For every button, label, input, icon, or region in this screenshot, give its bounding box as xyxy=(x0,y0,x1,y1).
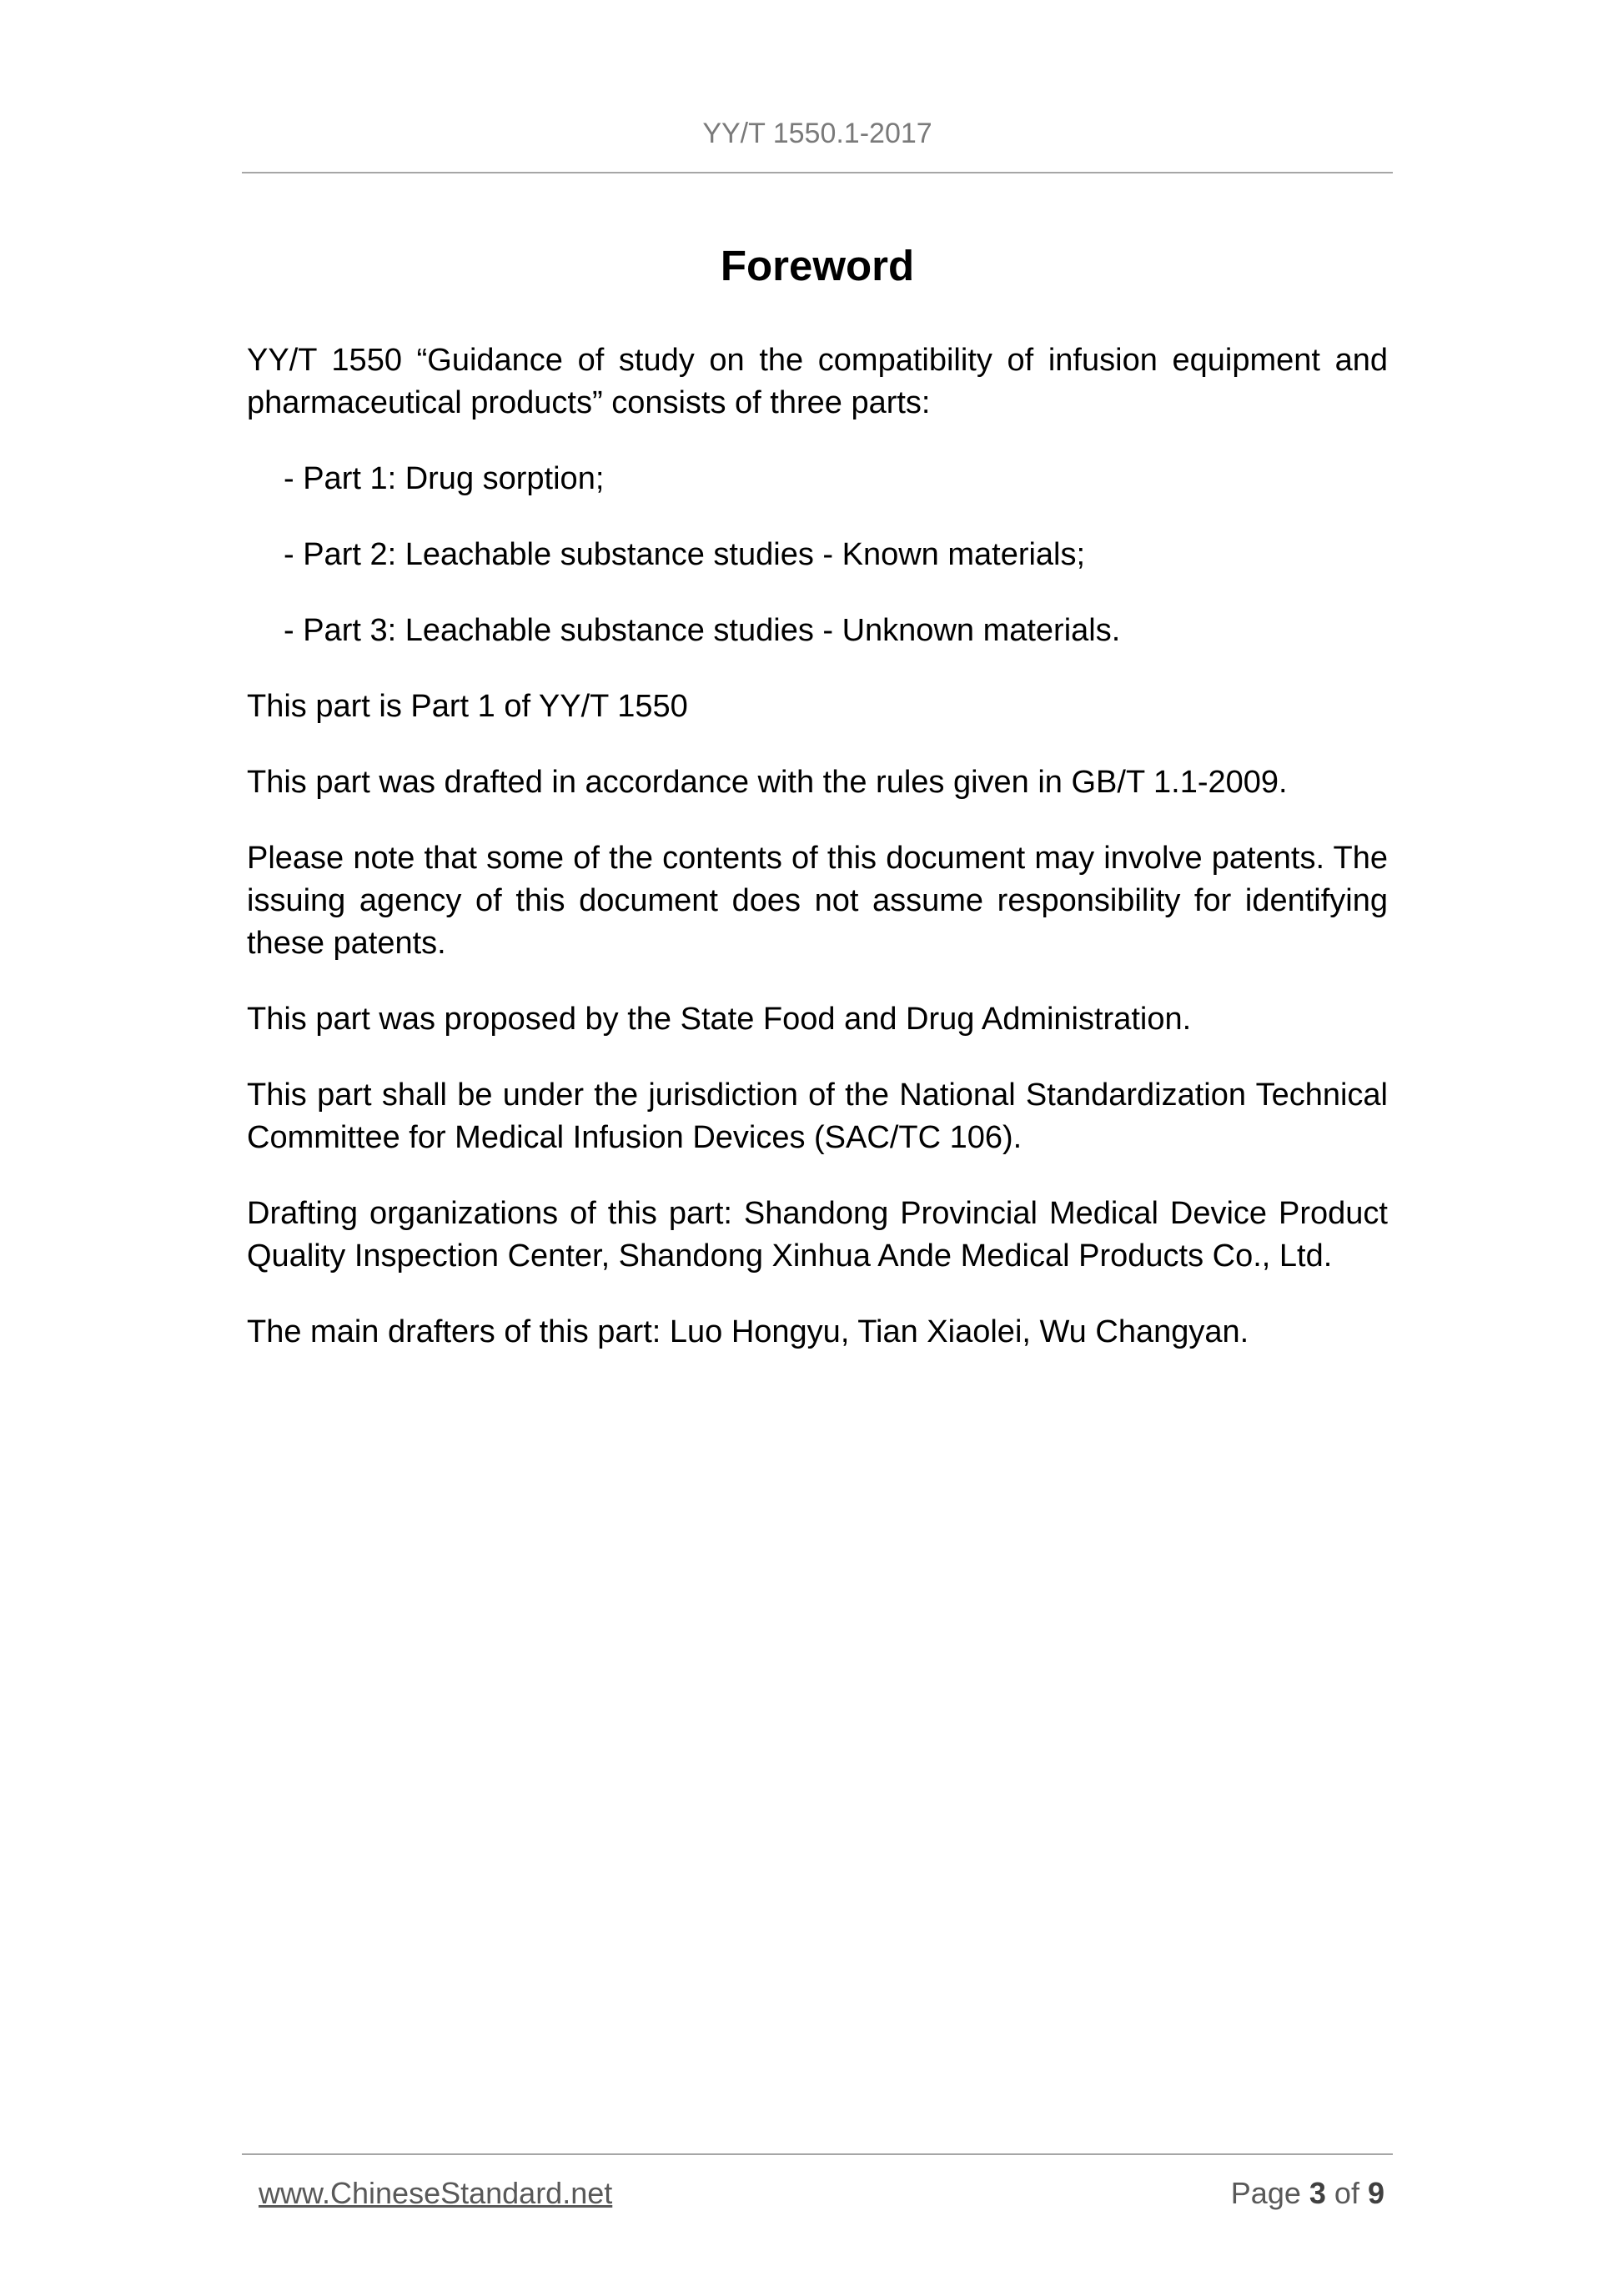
paragraph-intro: YY/T 1550 “Guidance of study on the compatibility of infusion equipment and pharmaceutical products” consists of three parts: xyxy=(247,343,1388,420)
page-indicator xyxy=(1231,2173,1384,2213)
page-title: Foreword xyxy=(720,242,915,289)
paragraph-proposed: This part was proposed by the State Food and Drug Administration. xyxy=(247,1002,1192,1037)
page-label: Page xyxy=(1230,2176,1301,2210)
paragraph-jurisdiction: This part shall be under the jurisdiction of the National Standardization Technical Committee for Medical Infusion Devices (SAC/TC 106). xyxy=(247,1078,1388,1155)
list-item-part-2: - Part 2: Leachable substance studies - Known materials; xyxy=(284,537,1086,572)
list-item-part-1: - Part 1: Drug sorption; xyxy=(284,461,605,496)
footer-divider xyxy=(242,2153,1393,2155)
page-of-label: of xyxy=(1334,2176,1359,2210)
page-current: 3 xyxy=(1309,2176,1326,2210)
paragraph-patents: Please note that some of the contents of this document may involve patents. The issuing agency of this document does not assume responsibility for identifying these patents. xyxy=(247,841,1388,961)
paragraph-organizations: Drafting organizations of this part: Shandong Provincial Medical Device Product Quality Inspection Center, Shandong Xinhua Ande Medical Products Co., Ltd. xyxy=(247,1196,1388,1274)
page-header-doc-id: YY/T 1550.1-2017 xyxy=(702,118,932,149)
footer-website-link[interactable]: www.ChineseStandard.net xyxy=(259,2176,613,2210)
paragraph-drafters: The main drafters of this part: Luo Hongyu, Tian Xiaolei, Wu Changyan. xyxy=(247,1314,1249,1349)
paragraph-this-part: This part is Part 1 of YY/T 1550 xyxy=(247,689,688,724)
page-total: 9 xyxy=(1367,2176,1384,2210)
header-divider xyxy=(242,172,1393,173)
paragraph-drafted: This part was drafted in accordance with the rules given in GB/T 1.1-2009. xyxy=(247,765,1288,800)
document-body xyxy=(247,339,1388,1387)
list-item-part-3: - Part 3: Leachable substance studies - Unknown materials. xyxy=(284,613,1121,648)
